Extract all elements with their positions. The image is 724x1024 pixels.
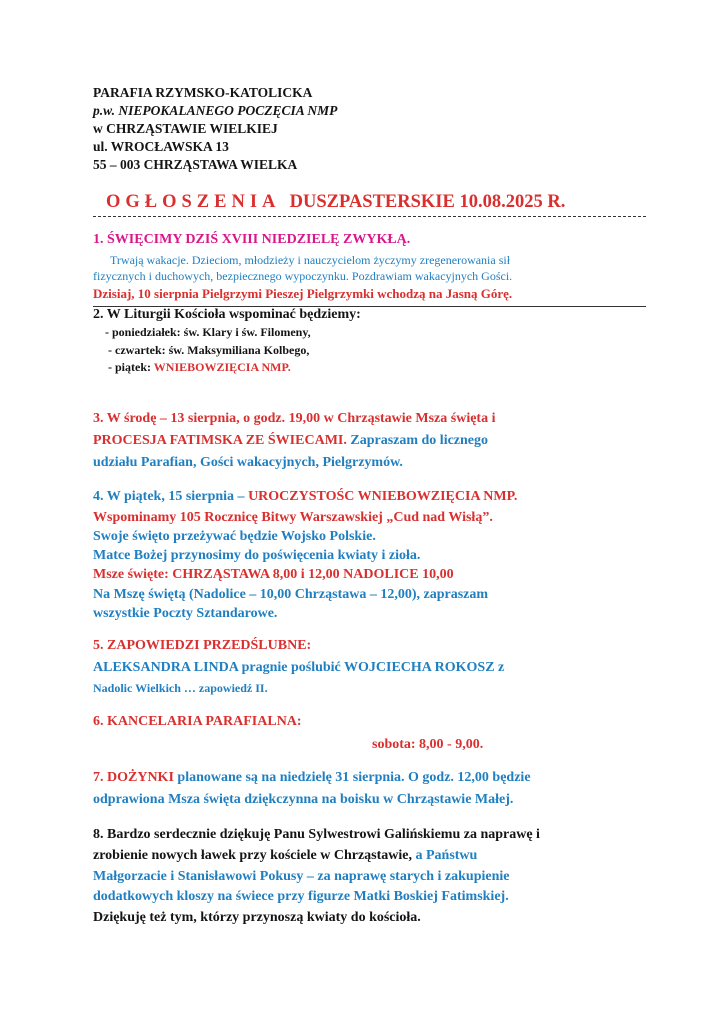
section-3-line-2: [93, 433, 488, 449]
title-rest: DUSZPASTERSKIE 10.08.2025 R.: [289, 192, 566, 212]
section-8-line-1: 8. Bardzo serdecznie dziękuję Panu Sylwestrowi Galińskiemu za naprawę i: [93, 827, 540, 842]
section-4-line-1: [93, 489, 517, 505]
header-line-2: p.w. NIEPOKALANEGO POCZĘCIA NMP: [93, 103, 338, 118]
page-title: [106, 192, 565, 213]
header-line-3: w CHRZĄSTAWIE WIELKIEJ: [93, 121, 278, 136]
section-8-line-4: dodatkowych kloszy na świece przy figurze Matki Boskiej Fatimskiej.: [93, 889, 509, 904]
section-5-line-2: Nadolic Wielkich … zapowiedź II.: [93, 681, 268, 695]
section-5-heading: 5. ZAPOWIEDZI PRZEDŚLUBNE:: [93, 638, 312, 653]
section-2-line-3-prefix: - piątek:: [108, 360, 154, 374]
section-3-line-1: 3. W środę – 13 sierpnia, o godz. 19,00 w Chrząstawie Msza święta i: [93, 411, 496, 426]
section-8-line-3: Małgorzacie i Stanisławowi Pokusy – za naprawę starych i zakupienie: [93, 869, 510, 884]
section-7-date: planowane są na niedzielę 31 sierpnia. O godz. 12,00 będzie: [173, 770, 531, 785]
section-8-thanks: a Państwu: [411, 848, 478, 863]
title-spaced: OGŁOSZENIA: [106, 192, 281, 212]
section-6-heading: 6. KANCELARIA PARAFIALNA:: [93, 714, 302, 729]
section-7-line-1: [93, 770, 531, 786]
section-2-line-2: - czwartek: św. Maksymiliana Kolbego,: [108, 343, 310, 357]
header-line-1: PARAFIA RZYMSKO-KATOLICKA: [93, 85, 313, 100]
section-4-date: 4. W piątek, 15 sierpnia –: [93, 489, 249, 504]
section-3-line-3: udziału Parafian, Gości wakacyjnych, Pielgrzymów.: [93, 455, 403, 470]
section-7-line-2: odprawiona Msza święta dziękczynna na boisku w Chrząstawie Małej.: [93, 792, 514, 807]
section-4-feast: UROCZYSTOŚC WNIEBOWZIĘCIA NMP.: [248, 489, 518, 504]
section-2-line-3: [108, 360, 291, 375]
header-line-5: 55 – 003 CHRZĄSTAWA WIELKA: [93, 157, 298, 172]
section-4-line-5: Msze święte: CHRZĄSTAWA 8,00 i 12,00 NADOLICE 10,00: [93, 567, 454, 582]
section-8-benches: zrobienie nowych ławek przy kościele w Chrząstawie,: [93, 848, 412, 863]
section-4-line-4: Matce Bożej przynosimy do poświęcenia kwiaty i zioła.: [93, 548, 421, 563]
section-2-line-1: - poniedziałek: św. Klary i św. Filomeny,: [105, 325, 311, 339]
section-1-line-2: fizycznych i duchowych, bezpiecznego wypoczynku. Pozdrawiam wakacyjnych Gości.: [93, 269, 513, 283]
section-4-line-7: wszystkie Poczty Sztandarowe.: [93, 606, 278, 621]
section-1-heading: 1. ŚWIĘCIMY DZIŚ XVIII NIEDZIELĘ ZWYKŁĄ.: [93, 232, 411, 247]
section-8-line-2: [93, 848, 477, 864]
section-4-line-6: Na Mszę świętą (Nadolice – 10,00 Chrząstawa – 12,00), zapraszam: [93, 587, 489, 602]
section-6-hours: sobota: 8,00 - 9,00.: [372, 737, 484, 752]
section-4-line-2: Wspominamy 105 Rocznicę Bitwy Warszawskiej „Cud nad Wisłą”.: [93, 510, 493, 525]
header-line-4: ul. WROCŁAWSKA 13: [93, 139, 229, 154]
section-1-line-3: Dzisiaj, 10 sierpnia Pielgrzymi Pieszej Pielgrzymki wchodzą na Jasną Górę.: [93, 286, 513, 301]
section-7-harvest: 7. DOŻYNKI: [93, 770, 174, 785]
section-4-line-3: Swoje święto przeżywać będzie Wojsko Polskie.: [93, 529, 376, 544]
section-3-invite: Zapraszam do licznego: [346, 433, 489, 448]
section-1-line-1: Trwają wakacje. Dzieciom, młodzieży i nauczycielom życzymy zregenerowania sił: [110, 253, 511, 267]
section-5-line-1: ALEKSANDRA LINDA pragnie poślubić WOJCIECHA ROKOSZ z: [93, 660, 505, 675]
section-3-procession: PROCESJA FATIMSKA ZE ŚWIECAMI.: [93, 433, 347, 448]
section-2-heading: 2. W Liturgii Kościoła wspominać będziemy:: [93, 307, 361, 322]
section-8-line-5: Dziękuję też tym, którzy przynoszą kwiaty do kościoła.: [93, 910, 421, 925]
section-2-line-3-feast: WNIEBOWZIĘCIA NMP.: [153, 360, 291, 374]
dashed-divider: [93, 216, 646, 217]
